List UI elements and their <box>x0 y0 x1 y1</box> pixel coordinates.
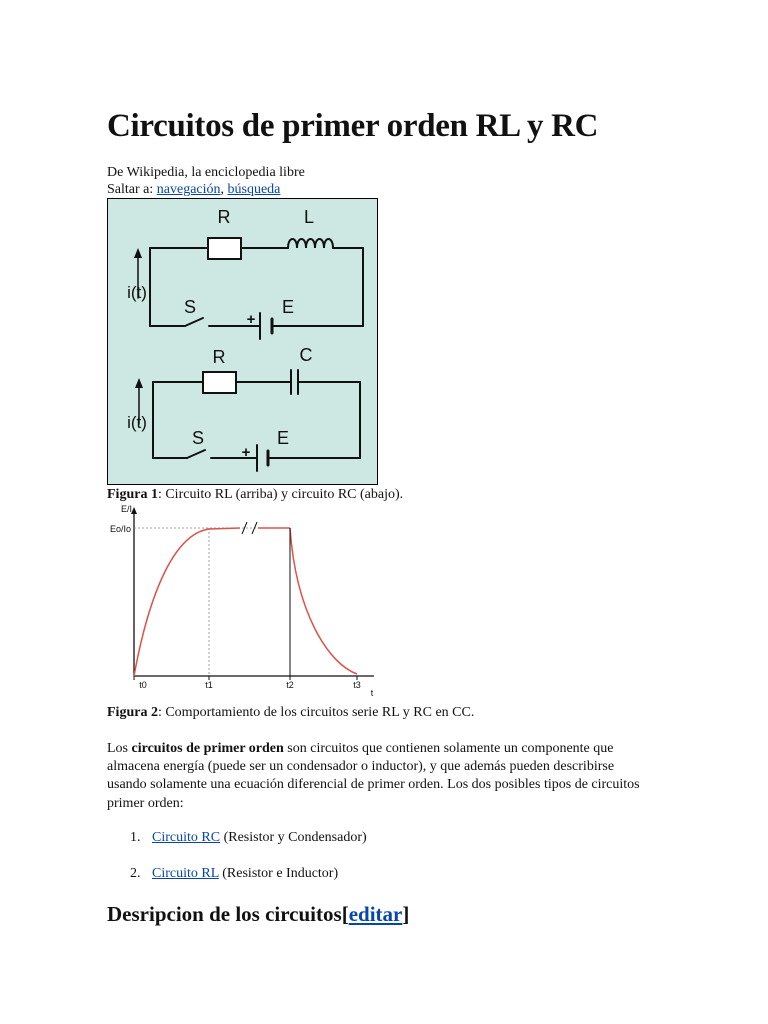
section-heading <box>107 902 409 927</box>
figure2-caption-text: : Comportamiento de los circuitos serie RL y RC en CC. <box>157 705 475 720</box>
list-item <box>130 866 338 882</box>
rc-resistor <box>203 372 236 393</box>
circuit-rl-link[interactable]: Circuito RL <box>152 866 219 881</box>
figure1-caption-text: : Circuito RL (arriba) y circuito RC (abajo). <box>157 487 404 502</box>
figure1-caption <box>107 487 403 503</box>
intro-body: son circuitos que contienen solamente un componente que almacena energía (puede ser un condensador o inductor), y que además pueden describirse usando solamente una ecuación diferencial de primer orden. Los dos posibles tipos de circuitos primer orden: <box>107 741 640 811</box>
rl-source-label: E <box>281 297 295 317</box>
list-item-desc: (Resistor y Condensador) <box>220 830 367 845</box>
axis-break <box>242 522 257 534</box>
y-axis-label: E/I <box>120 504 132 514</box>
rc-resistor-label: R <box>212 347 226 367</box>
figure1-caption-label: Figura 1 <box>107 487 158 502</box>
edit-section-link[interactable]: editar <box>348 902 403 926</box>
rc-plus-sign: + <box>241 444 251 461</box>
rise-curve <box>134 528 290 676</box>
x-axis-label: t <box>370 688 374 698</box>
rl-resistor <box>208 238 241 259</box>
figure2-caption <box>107 705 474 721</box>
source-line: De Wikipedia, la enciclopedia libre <box>107 165 305 180</box>
jump-to-prefix: Saltar a: <box>107 182 157 197</box>
rl-inductor-label: L <box>303 207 315 227</box>
graph-axes <box>134 510 374 676</box>
close-bracket: ] <box>402 902 410 926</box>
page-title: Circuitos de primer orden RL y RC <box>107 108 599 144</box>
response-graph <box>104 504 384 700</box>
rl-resistor-label: R <box>217 207 231 227</box>
graph-guides <box>134 528 290 676</box>
rl-plus-sign: + <box>246 311 256 328</box>
rl-current-label: i(t) <box>127 283 147 302</box>
list-item-number: 1. <box>130 830 141 845</box>
x-tick-t0: t0 <box>139 680 147 690</box>
rc-switch-label: S <box>191 428 205 448</box>
circuit-rc-link[interactable]: Circuito RC <box>152 830 221 845</box>
rc-capacitor-label: C <box>299 345 313 365</box>
circuit-diagram <box>107 198 378 485</box>
list-item-number: 2. <box>130 866 141 881</box>
list-item-desc: (Resistor e Inductor) <box>218 866 339 881</box>
x-tick-t2: t2 <box>286 680 294 690</box>
x-tick-t1: t1 <box>205 680 213 690</box>
decay-curve <box>290 528 357 674</box>
section-heading-text: Desripcion de los circuitos <box>107 902 342 926</box>
figure2-caption-label: Figura 2 <box>107 705 158 720</box>
intro-lead: Los <box>107 741 132 756</box>
x-tick-t3: t3 <box>353 680 361 690</box>
jump-to-separator: , <box>220 182 228 197</box>
intro-bold-term: circuitos de primer orden <box>131 741 284 756</box>
search-link[interactable]: búsqueda <box>227 182 281 197</box>
y-tick-label: Eo/Io <box>109 524 131 534</box>
open-bracket: [ <box>341 902 349 926</box>
rc-source-label: E <box>276 428 290 448</box>
diagram-background <box>108 199 378 485</box>
navigation-link[interactable]: navegación <box>156 182 221 197</box>
rc-current-label: i(t) <box>127 413 147 432</box>
intro-paragraph <box>107 740 647 813</box>
list-item <box>130 830 367 846</box>
jump-to-bar <box>107 182 280 198</box>
rl-switch-label: S <box>183 297 197 317</box>
